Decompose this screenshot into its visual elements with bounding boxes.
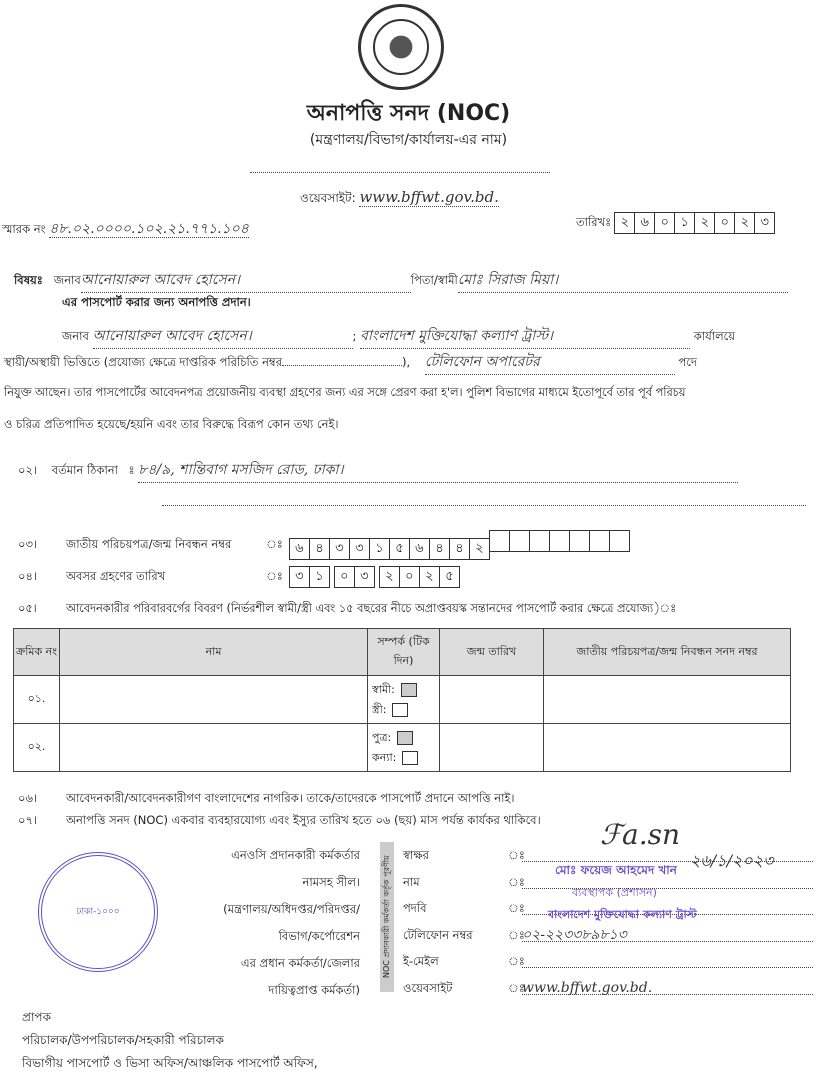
field-label: ই-মেইল — [403, 954, 439, 968]
digit-box: ৬ — [289, 538, 310, 560]
name-cell[interactable] — [60, 676, 368, 724]
officer-field: ই-মেইল ঃ — [403, 948, 813, 975]
digit-box — [509, 530, 530, 552]
digit-box: ২ — [419, 566, 440, 588]
officer-field: স্বাক্ষর ঃ — [403, 842, 813, 869]
table-row: ০১. স্বামী: স্ত্রী: — [14, 676, 791, 724]
wife-checkbox[interactable] — [392, 703, 408, 717]
col-name: নাম — [60, 629, 368, 676]
stamp-org: বাংলাদেশ মুক্তিযোদ্ধা কল্যাণ ট্রাস্ট — [548, 908, 697, 921]
ministry-name-line — [250, 172, 550, 173]
digit-box: ৩ — [754, 212, 775, 234]
officer-field: নাম ঃ — [403, 869, 813, 896]
col-relation: সম্পর্ক (টিক দিন) — [368, 629, 440, 676]
page-title: অনাপত্তি সনদ (NOC) — [306, 101, 511, 126]
dob-cell[interactable] — [440, 724, 544, 772]
subject-line: বিষয়ঃ জনাবআনোয়ারুল আবেদ হোসেন। পিতা/স্বামীমোঃ সিরাজ মিয়া। — [14, 268, 804, 293]
digit-box — [549, 530, 570, 552]
daughter-checkbox[interactable] — [402, 751, 418, 765]
digit-box: ৫ — [389, 538, 410, 560]
digit-box: ০ — [334, 566, 355, 588]
item-family: ০৫। আবেদনকারীর পরিবারবর্গের বিবরণ (নির্ভরশীল স্বামী/স্ত্রী এবং ১৫ বছরের নীচে অপ্রাপ্তবয়স্ক সন্তানদের পাসপোর্ট করার ক্ষেত্রে প্রযোজ্য)ঃ — [18, 602, 677, 615]
digit-box: ২ — [694, 212, 715, 234]
recipient: প্রাপক পরিচালক/উপপরিচালক/সহকারী পরিচালক বিভাগীয় পাসপোর্ট ও ভিসা অফিস/আঞ্চলিক পাসপোর্ট অফিস, — [22, 1010, 318, 1070]
item-retirement-date: ০৪। অবসর গ্রহণের তারিখ ঃ ৩ ১ ০ ৩ ২ ০ ২ ৫ — [18, 566, 459, 588]
digit-box: ৩ — [354, 566, 375, 588]
table-row: ০২. পুত্র: কন্যা: — [14, 724, 791, 772]
col-serial: ক্রমিক নং — [14, 629, 60, 676]
office-seal: ঢাকা-১০০০ — [38, 852, 158, 972]
col-dob: জন্ম তারিখ — [440, 629, 544, 676]
address-line-2 — [162, 505, 806, 506]
digit-box: ৩ — [349, 538, 370, 560]
digit-box: ৬ — [409, 538, 430, 560]
stamp-designation: ব্যবস্থাপক (প্রশাসন) — [572, 886, 657, 899]
field-label: স্বাক্ষর — [403, 848, 429, 862]
digit-box: ৩ — [289, 566, 310, 588]
item-citizen: ০৬। আবেদনকারী/আবেদনকারীগণ বাংলাদেশের নাগরিক। তাকে/তাদেরকে পাসপোর্ট প্রদানে আপত্তি নাই। — [18, 791, 515, 805]
digit-box: ৫ — [439, 566, 460, 588]
signature: ℱa.sn — [600, 818, 681, 851]
digit-box: ১ — [369, 538, 390, 560]
family-table — [13, 628, 791, 772]
digit-box: ২ — [469, 538, 490, 560]
page-subtitle: (মন্ত্রণালয়/বিভাগ/কার্যালয়-এর নাম) — [309, 132, 508, 148]
field-value: www.bffwt.gov.bd. — [522, 975, 813, 995]
field-label: টেলিফোন নম্বর — [403, 927, 473, 942]
dob-cell[interactable] — [440, 676, 544, 724]
row-serial: ০২. — [14, 724, 60, 772]
stamp-name: মোঃ ফয়েজ আহমেদ খান — [555, 863, 677, 877]
col-nid: জাতীয় পরিচয়পত্র/জন্ম নিবন্ধন সনদ নম্বর — [544, 629, 791, 676]
officer-field: ওয়েবসাইট ঃ www.bffwt.gov.bd. — [403, 975, 813, 1002]
item-validity: ০৭। অনাপত্তি সনদ (NOC) একবার ব্যবহারযোগ্য এবং ইস্যুর তারিখ হতে ০৬ (ছয়) মাস পর্যন্ত কার্যকর থাকিবে। — [18, 813, 541, 827]
nid-cell[interactable] — [544, 724, 791, 772]
digit-box: ২ — [734, 212, 755, 234]
digit-box: ৪ — [309, 538, 330, 560]
memo-number: স্মারক নং ৪৮.০২.০০০০.১০২.২১.৭৭১.১০৪ — [2, 221, 249, 237]
digit-box: ০ — [714, 212, 735, 234]
digit-box: ৩ — [329, 538, 350, 560]
issue-date: তারিখঃ ২ ৬ ০ ১ ২ ০ ২ ৩ — [576, 212, 774, 234]
digit-box — [589, 530, 610, 552]
header-website: ওয়েবসাইট: www.bffwt.gov.bd. — [300, 188, 499, 206]
item-nid: ০৩। জাতীয় পরিচয়পত্র/জন্ম নিবন্ধন নম্বর ঃ ৬ ৪ ৩ ৩ ১ ৫ ৬ ৪ ৪ ২ — [18, 530, 629, 560]
body-line-4: ও চরিত্র প্রতিপাদিত হয়েছে/হয়নি এবং তার বিরুদ্ধে বিরূপ কোন তথ্য নেই। — [4, 417, 339, 431]
digit-box: ৪ — [429, 538, 450, 560]
digit-box: ৪ — [449, 538, 470, 560]
body-line-1: জনাব আনোয়ারুল আবেদ হোসেন। ; বাংলাদেশ মুক্তিযোদ্ধা কল্যাণ ট্রাস্ট। কার্যালয়ে — [62, 324, 812, 349]
body-line-2: স্থায়ী/অস্থায়ী ভিত্তিতে (প্রযোজ্য ক্ষেত্রে দাপ্তরিক পরিচিতি নম্বর ), টেলিফোন অপারেটর পদে — [4, 350, 814, 375]
digit-box: ০ — [399, 566, 420, 588]
body-line-3: নিযুক্ত আছেন। তার পাসপোর্টের আবেদনপত্র প্রয়োজনীয় ব্যবস্থা গ্রহণের জন্য এর সঙ্গে প্রেরণ করা হ'ল। পুলিশ বিভাগের মাধ্যমে ইতোপূর্বে তার পূর্ব পরিচয় — [4, 386, 686, 399]
item-address: ০২। বর্তমান ঠিকানা ঃ ৮৪/৯, শান্তিবাগ মসজিদ রোড, ঢাকা। — [18, 458, 808, 483]
field-label: ওয়েবসাইট — [403, 980, 453, 995]
digit-box: ২ — [379, 566, 400, 588]
field-value: ০২-২২৩৩৮৯৮১৩ — [522, 922, 813, 942]
subject-purpose: এর পাসপোর্ট করার জন্য অনাপত্তি প্রদান। — [62, 295, 251, 309]
signature-date: ২৬/১/২০২৩ — [690, 851, 774, 870]
digit-box — [489, 530, 510, 552]
digit-box: ২ — [614, 212, 635, 234]
government-emblem — [358, 4, 444, 90]
officer-field: টেলিফোন নম্বর ঃ ০২-২২৩৩৮৯৮১৩ — [403, 922, 813, 949]
officer-field: পদবি ঃ — [403, 895, 813, 922]
digit-box: ১ — [309, 566, 330, 588]
digit-box: ০ — [654, 212, 675, 234]
husband-checkbox[interactable] — [401, 683, 417, 697]
digit-box — [609, 530, 630, 552]
field-label: নাম — [403, 874, 420, 889]
row-serial: ০১. — [14, 676, 60, 724]
nid-cell[interactable] — [544, 676, 791, 724]
name-cell[interactable] — [60, 724, 368, 772]
digit-box: ৬ — [634, 212, 655, 234]
officer-description: এনওসি প্রদানকারী কর্মকর্তার নামসহ সীল। (মন্ত্রণালয়/অধিদপ্তর/পরিদপ্তর/ বিভাগ/কর্পোরেশন এর প্রধান কর্মকর্তা/জেলার দায়িত্বপ্রাপ্ত কর্মকর্তা) — [223, 848, 360, 997]
digit-box — [529, 530, 550, 552]
field-label: পদবি — [403, 901, 427, 915]
son-checkbox[interactable] — [397, 731, 413, 745]
field-value — [522, 948, 813, 968]
digit-box — [569, 530, 590, 552]
digit-box: ১ — [674, 212, 695, 234]
officer-side-label: NOC প্রদানকারী কর্মকর্তা কর্তৃক পূরণীয় — [380, 842, 394, 992]
